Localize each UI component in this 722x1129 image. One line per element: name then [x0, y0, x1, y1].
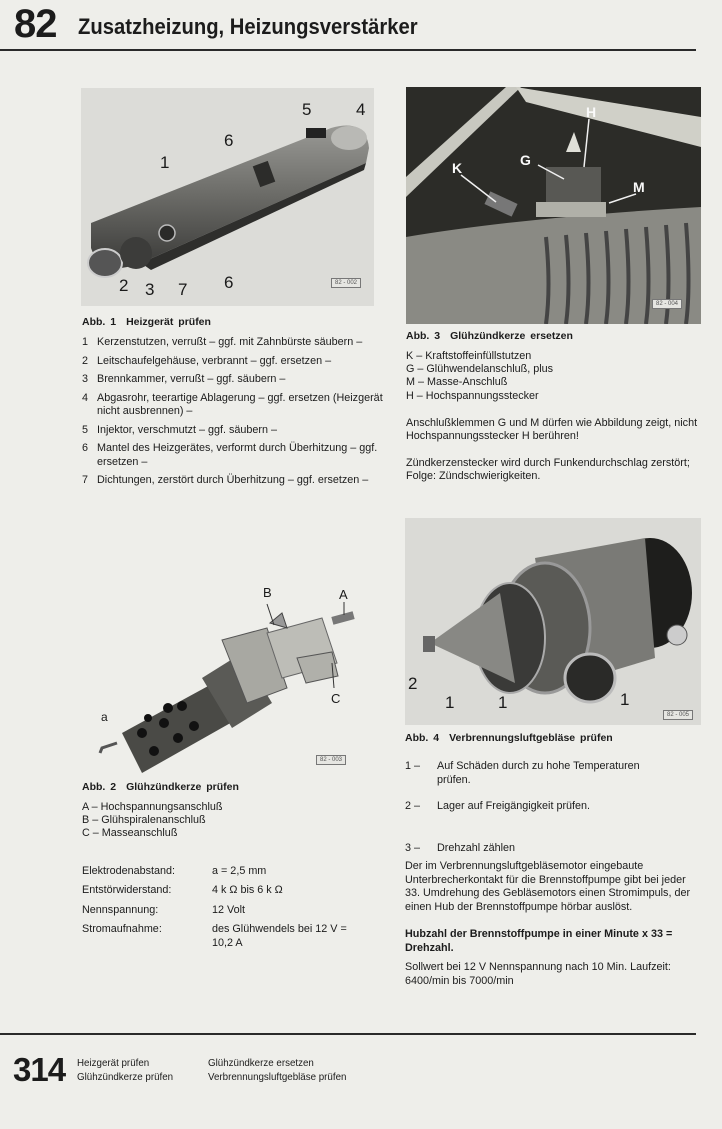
- spec-row: Entstörwiderstand: 4 k Ω bis 6 k Ω: [82, 884, 283, 897]
- figure-title: Heizgerät prüfen: [126, 316, 211, 328]
- spec-row: Elektrodenabstand: a = 2,5 mm: [82, 864, 267, 877]
- callout-2: 2: [119, 276, 129, 295]
- figure-code: 82 - 004: [652, 299, 682, 309]
- spec-row: Stromaufnahme: des Glühwendels bei 12 V = 10,2 A: [82, 923, 347, 949]
- callout-A: A: [339, 587, 348, 602]
- glow-plug-illustration: [82, 578, 367, 774]
- footer-link-blower-check[interactable]: Verbrennungsluftgebläse prüfen: [208, 1071, 347, 1083]
- callout-2: 2: [408, 674, 418, 693]
- list-item: 7 Dichtungen, zerstört durch Überhitzung – ggf. ersetzen –: [82, 474, 369, 486]
- callout-6-top: 6: [224, 131, 234, 150]
- callout-C: C: [331, 691, 341, 706]
- chapter-title: Zusatzheizung, Heizungsverstärker: [78, 14, 418, 39]
- callout-H: H: [586, 104, 597, 120]
- callout-1-left: 1: [445, 693, 455, 712]
- figure-2-text: [82, 781, 392, 956]
- figure-number: Abb. 3: [406, 330, 441, 342]
- list-item: 4 Abgasrohr, teerartige Ablagerung – ggf. ersetzen (Heizgerät nicht ausbrennen) –: [82, 391, 383, 417]
- footer-link-heater-check[interactable]: Heizgerät prüfen: [77, 1057, 150, 1069]
- figure-title: Glühzündkerze prüfen: [126, 781, 239, 793]
- legend-item: B – Glühspiralenanschluß: [82, 814, 206, 827]
- callout-1: 1: [160, 153, 170, 172]
- figure-3-legend: [406, 350, 706, 403]
- list-item: 6 Mantel des Heizgerätes, verformt durch Überhitzung – ggf. ersetzen –: [82, 442, 378, 468]
- figure-3-photo: [406, 87, 701, 324]
- figure-number: Abb. 1: [82, 316, 117, 328]
- list-item: 2 Leitschaufelgehäuse, verbrannt – ggf. ersetzen –: [82, 354, 332, 367]
- callout-K: K: [452, 160, 463, 176]
- callout-5: 5: [302, 100, 312, 119]
- consequence-note: Zündkerzenstecker wird durch Funkendurchschlag zerstört; Folge: Zündschwierigkeiten.: [406, 456, 690, 483]
- figure-2-photo: [82, 578, 367, 774]
- callout-G: G: [520, 152, 531, 168]
- figure-3-caption: [406, 330, 706, 343]
- figure-code: 82 - 002: [331, 278, 361, 288]
- header-divider: [0, 49, 696, 51]
- rpm-formula: Hubzahl der Brennstoffpumpe in einer Minute x 33 = Drehzahl.: [405, 928, 673, 954]
- chapter-number: 82: [14, 2, 57, 46]
- figure-3-text: [406, 330, 706, 484]
- figure-title: Verbrennungsluftgebläse prüfen: [449, 732, 613, 744]
- callout-a-gap: a: [101, 710, 108, 724]
- list-item: 1 – Auf Schäden durch zu hohe Temperaturen prüfen.: [405, 760, 640, 786]
- list-item: 3 Brennkammer, verrußt – ggf. säubern –: [82, 373, 286, 385]
- callout-1-middle: 1: [498, 693, 508, 712]
- footer-link-glow-plug-check[interactable]: Glühzündkerze prüfen: [77, 1071, 174, 1083]
- callout-4: 4: [356, 100, 366, 119]
- figure-number: Abb. 4: [405, 732, 440, 744]
- callout-6-bottom: 6: [224, 273, 234, 292]
- callout-7: 7: [178, 280, 188, 299]
- footer-link-glow-plug-replace[interactable]: Glühzündkerze ersetzen: [208, 1057, 314, 1069]
- figure-code: 82 - 003: [316, 755, 346, 765]
- legend-item: C – Masseanschluß: [82, 827, 178, 840]
- figure-number: Abb. 2: [82, 781, 117, 793]
- figure-4-caption: [405, 732, 705, 745]
- pump-explanation: Der im Verbrennungsluftgebläsemotor eingebaute Unterbrecherkontakt für die Brennstoffpumpe gibt bei jeder 33. Umdrehung des Gebläsemotors einen Stromimpuls, der einen Hub der Brennstoffpumpe hörbar auslöst.: [405, 860, 691, 913]
- footer-divider: [0, 1033, 696, 1035]
- page-number: 314: [13, 1051, 66, 1088]
- callout-1-right: 1: [620, 690, 630, 709]
- figure-1-text: [82, 316, 392, 493]
- figure-4-photo: [405, 518, 701, 725]
- legend-item: M – Masse-Anschluß: [406, 376, 508, 389]
- list-item: 2 – Lager auf Freigängigkeit prüfen.: [405, 800, 591, 812]
- list-item: 3 – Drehzahl zählen: [405, 841, 516, 854]
- legend-item: K – Kraftstoffeinfüllstutzen: [406, 350, 532, 362]
- figure-title: Glühzündkerze ersetzen: [450, 330, 573, 342]
- list-item: 1 Kerzenstutzen, verrußt – ggf. mit Zahnbürste säubern –: [82, 336, 363, 348]
- figure-4-text: [405, 732, 705, 988]
- callout-3: 3: [145, 280, 155, 299]
- legend-item: A – Hochspannungsanschluß: [82, 801, 223, 813]
- engine-bay-illustration: [406, 87, 701, 324]
- spec-row: Nennspannung: 12 Volt: [82, 903, 246, 916]
- rpm-setpoint: Sollwert bei 12 V Nennspannung nach 10 Min. Laufzeit: 6400/min bis 7000/min: [405, 961, 671, 987]
- figure-1-photo: [81, 88, 374, 306]
- legend-item: G – Glühwendelanschluß, plus: [406, 363, 554, 376]
- warning-note: Anschlußklemmen G und M dürfen wie Abbildung zeigt, nicht Hochspannungsstecker H berühren!: [406, 416, 698, 443]
- figure-2-caption: [82, 781, 392, 794]
- figure-2-legend: [82, 801, 392, 841]
- spec-table: [82, 865, 392, 951]
- list-item: 5 Injektor, verschmutzt – ggf. säubern –: [82, 423, 278, 436]
- figure-code: 82 - 005: [663, 710, 693, 720]
- callout-B: B: [263, 585, 272, 600]
- legend-item: H – Hochspannungsstecker: [406, 389, 539, 402]
- figure-1-list: [82, 336, 392, 488]
- callout-M: M: [633, 179, 645, 195]
- figure-1-caption: [82, 316, 392, 329]
